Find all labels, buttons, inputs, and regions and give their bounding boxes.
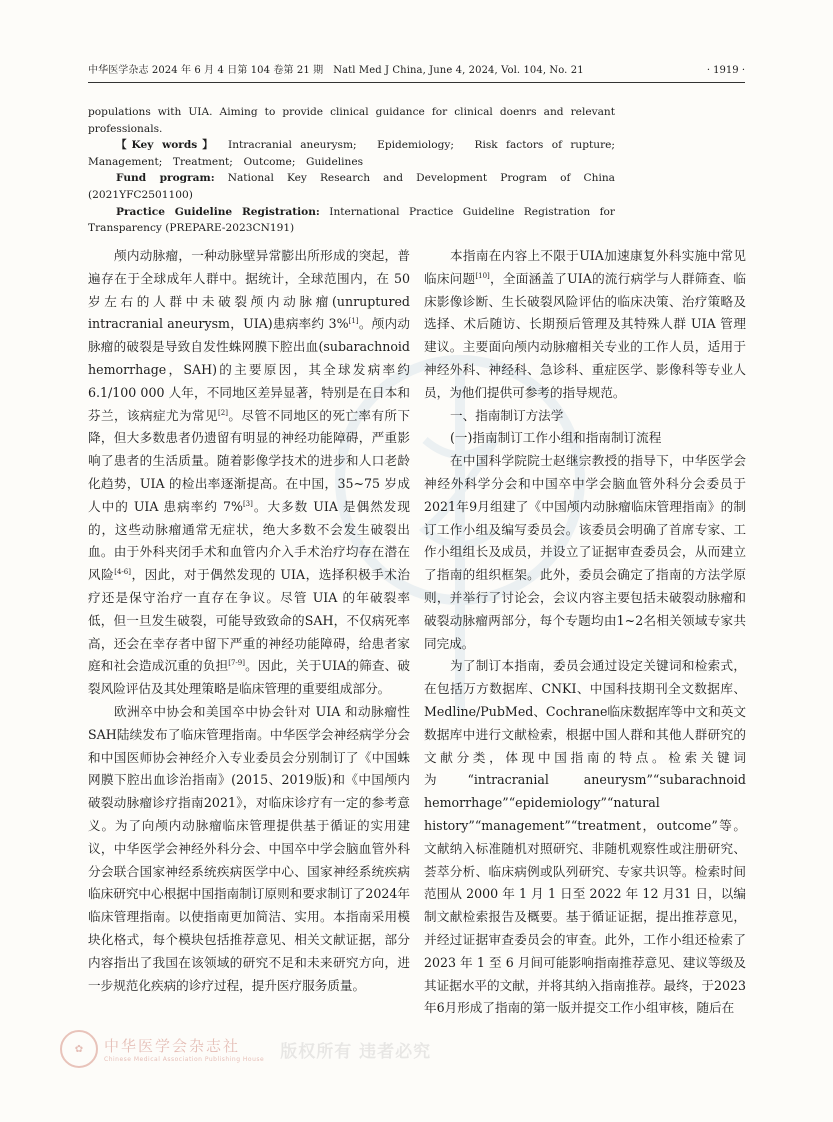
search-paragraph: 为了制订本指南，委员会通过设定关键词和检索式，在包括万方数据库、CNKI、中国科技期刊全文数据库、Medline/PubMed、Cochrane临床数据库等中文和英文数据库中进行文献检索，根据中国人群和其他人群研究的文献分类，体现中国指南的特点。检索关键词为“intracranial aneurysm”“subarachnoid hemorrhage”“epidemiology”“natural history”“management”“treatment，outcome”等。文献纳入标准随机对照研究、非随机观察性或注册研究、荟萃分析、临床病例或队列研究、专家共识等。检索时间范围从 2000 年 1 月 1 日至 2022 年 12 月31 日，以编制文献检索报告及概要。基于循证证据，提出推荐意见，并经过证据审查委员会的审查。此外，工作小组还检索了 2023 年 1 至 6 月间可能影响指南推荐意见、建议等级及其证据水平的文献，并将其纳入指南推荐。最终，于2023年6月形成了指南的第一版并提交工作小组审核，随后在 (424, 658, 746, 1016)
citation-ref: [3] (242, 499, 253, 508)
text-run: 本指南在内容上不限于UIA加速康复外科实施中常见临床问题 (424, 248, 746, 286)
abstract-text: populations with UIA. Aiming to provide clinical guidance for clinical doenrs and relevant professionals. (88, 106, 615, 135)
subsection-heading: (一)指南制订工作小组和指南制订流程 (450, 430, 662, 446)
intro-paragraph (88, 245, 410, 701)
keywords-label: 【Key words】 (116, 139, 213, 152)
keywords: Intracranial aneurysm; Epidemiology; Risk factors of rupture; Management; Treatment; Outcome; Guidelines (88, 139, 615, 168)
guidelines-paragraph: 欧洲卒中协会和美国卒中协会针对 UIA 和动脉瘤性SAH陆续发布了临床管理指南。中华医学会神经病学分会和中国医师协会神经介入专业委员会分别制订了《中国蛛网膜下腔出血诊治指南》(2015、2019版)和《中国颅内破裂动脉瘤诊疗指南2021》，对临床诊疗有一定的参考意义。为了向颅内动脉瘤临床管理提供基于循证的实用建议，中华医学会神经外科分会、中国卒中学会脑血管外科分会联合国家神经系统疾病医学中心、国家神经系统疾病临床研究中心根据中国指南制订原则和要求制订了2024年临床管理指南。以使指南更加简洁、实用。本指南采用模块化格式，每个模块包括推荐意见、相关文献证据，部分内容指出了我国在该领域的研究不足和未来研究方向，进一步规范化疾病的诊疗过程，提升医疗服务质量。 (88, 703, 410, 993)
left-column (88, 245, 410, 997)
registration-label: Practice Guideline Registration: (116, 205, 320, 218)
journal-citation: 中华医学杂志 2024 年 6 月 4 日第 104 卷第 21 期 Natl Med J China, June 4, 2024, Vol. 104, No. 21 (88, 65, 584, 76)
citation-ref: [10] (475, 271, 490, 280)
registration-text: International Practice Guideline Registration for Transparency (PREPARE-2023CN191) (88, 205, 615, 235)
text-run: 。因此，关于UIA的筛查、破裂风险评估及其处理策略是临床管理的重要组成部分。 (88, 658, 411, 697)
page-number: · 1919 · (706, 65, 745, 76)
text-run: 。尽管不同地区的死亡率有所下降，但大多数患者仍遗留有明显的神经功能障碍，严重影响了患者的生活质量。随着影像学技术的进步和人口老龄化趋势，UIA 的检出率逐渐提高。在中国，35~75 岁成人中的 UIA 患病率约 7% (88, 407, 411, 514)
citation-ref: [7-9] (228, 659, 245, 668)
copyright-stamp: 版权所有 违者必究 (280, 1041, 432, 1062)
citation-ref: [2] (218, 408, 228, 417)
registration-line (88, 204, 615, 237)
publisher-name-en: Chinese Medical Association Publishing House (104, 1056, 265, 1063)
fund-text: National Key Research and Development Program of China (2021YFC2501100) (88, 172, 615, 201)
text-run: 。大多数 UIA 是偶然发现的，这些动脉瘤通常无症状，绝大多数不会发生破裂出血。由于外科夹闭手术和血管内介入手术治疗均存在潜在风险 (88, 498, 410, 583)
right-column (424, 245, 746, 1020)
publisher-name: 中华医学会杂志社 (104, 1037, 241, 1055)
scope-paragraph (424, 245, 746, 405)
citation-ref: [4-6] (114, 567, 131, 576)
running-header (88, 64, 745, 83)
publisher-seal-icon: ✿ (60, 1030, 98, 1068)
fund-line (88, 170, 615, 203)
text-run: ，全面涵盖了UIA的流行病学与人群筛查、临床影像诊断、生长破裂风险评估的临床决策、治疗策略及选择、术后随访、长期预后管理及其特殊人群 UIA 管理建议。主要面向颅内动脉瘤相关专业的工作人员，适用于神经外科、神经科、急诊科、重症医学、影像科等专业人员，为他们提供可参考的指导规范。 (424, 270, 747, 400)
text-run: 颅内动脉瘤，一种动脉壁异常膨出所形成的突起，普遍存在于全球成年人群中。据统计，全球范围内，在 50 岁左右的人群中未破裂颅内动脉瘤(unruptured intracranial aneurysm，UIA)患病率约 3% (88, 248, 410, 332)
fund-label: Fund program: (116, 172, 215, 185)
section-heading: 一、指南制订方法学 (450, 407, 564, 423)
working-group-paragraph: 在中国科学院院士赵继宗教授的指导下，中华医学会神经外科学分会和中国卒中学会脑血管外科分会委员于2021年9月组建了《中国颅内动脉瘤临床管理指南》的制订工作小组及编写委员会。该委员会明确了首席专家、工作小组组长及成员，并设立了证据审查委员会，从而建立了指南的组织框架。此外，委员会确定了指南的方法学原则，并举行了讨论会，会议内容主要包括未破裂动脉瘤和破裂动脉瘤两部分，每个专题均由1~2名相关领域专家共同完成。 (424, 453, 746, 651)
keywords-line (88, 137, 615, 170)
publisher-watermark (60, 1030, 431, 1068)
text-run: ，因此，对于偶然发现的 UIA，选择积极手术治疗还是保守治疗一直存在争议。尽管 UIA 的年破裂率低，但一旦发生破裂，可能导致致命的SAH，不仅病死率高，还会在幸存者中留下严重的神经功能障碍，给患者家庭和社会造成沉重的负担 (88, 567, 411, 674)
abstract-block (88, 104, 615, 237)
citation-ref: [1] (348, 317, 359, 326)
text-run: 。颅内动脉瘤的破裂是导致自发性蛛网膜下腔出血(subarachnoid hemorrhage，SAH)的主要原因，其全球发病率约 6.1/100 000 人年，不同地区差异显著，特别是在日本和芬兰，该病症尤为常见 (88, 316, 410, 423)
